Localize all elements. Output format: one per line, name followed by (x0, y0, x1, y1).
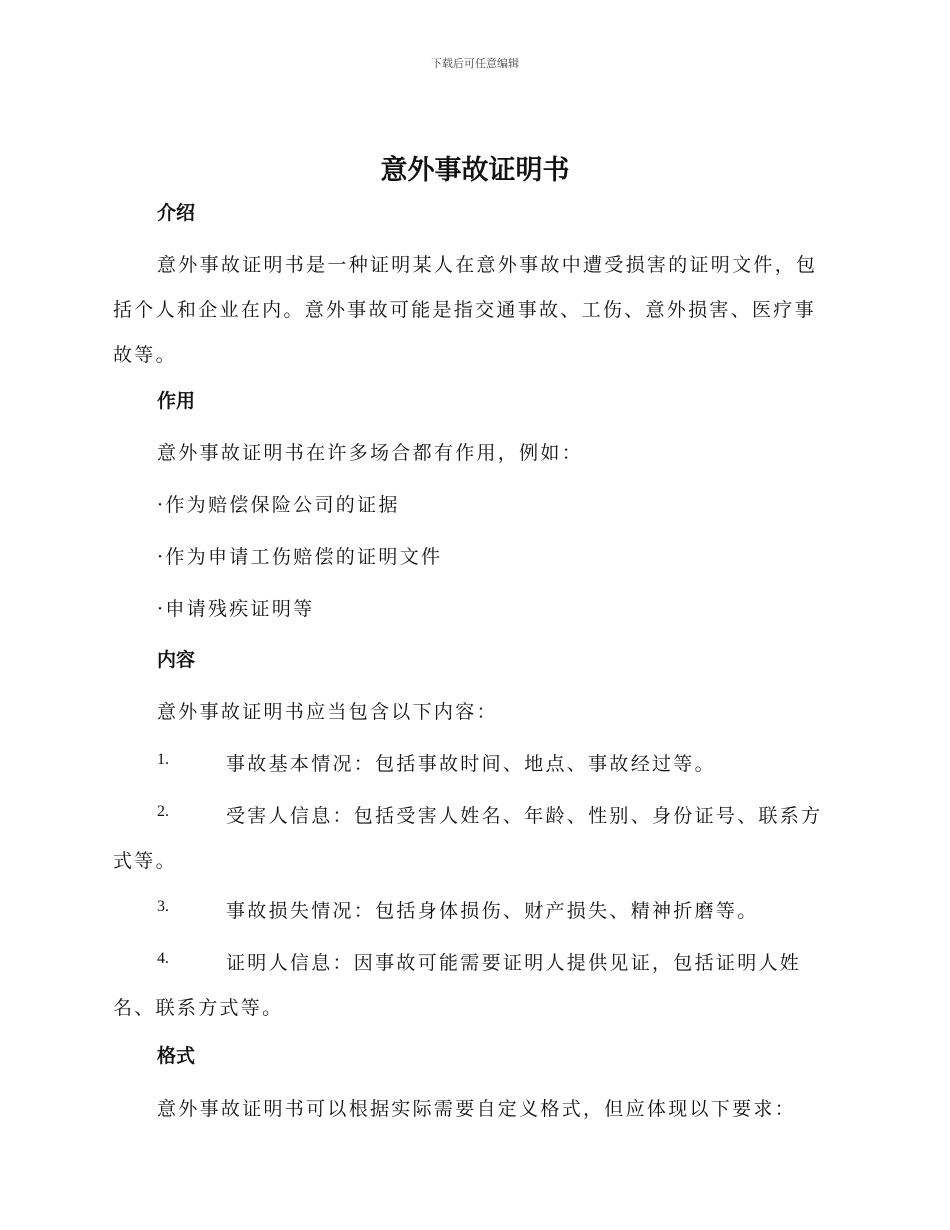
intro-line: 括个人和企业在内。意外事故可能是指交通事故、工伤、意外损害、医疗事 (113, 299, 816, 321)
intro-line: 意外事故证明书是一种证明某人在意外事故中遭受损害的证明文件，包 (157, 254, 818, 276)
list-item-text: 受害人信息：包括受害人姓名、年龄、性别、身份证号、联系方 (226, 805, 823, 827)
usage-bullet: ·作为申请工伤赔偿的证明文件 (157, 546, 443, 568)
list-item-number: 2. (157, 803, 169, 820)
list-item-number: 1. (157, 751, 169, 768)
document-title: 意外事故证明书 (380, 155, 570, 186)
section-heading-format: 格式 (157, 1045, 196, 1067)
usage-lead: 意外事故证明书在许多场合都有作用，例如： (157, 442, 584, 464)
list-item-number: 3. (157, 898, 169, 915)
usage-bullet: ·申请残疾证明等 (157, 598, 315, 620)
format-lead: 意外事故证明书可以根据实际需要自定义格式，但应体现以下要求： (157, 1098, 797, 1120)
list-item-text: 事故基本情况：包括事故时间、地点、事故经过等。 (226, 753, 716, 775)
list-item-text: 事故损失情况：包括身体损伤、财产损失、精神折磨等。 (226, 900, 759, 922)
section-heading-usage: 作用 (157, 390, 196, 412)
list-item-text: 式等。 (113, 850, 177, 872)
list-item-number: 4. (157, 950, 169, 967)
section-heading-content: 内容 (157, 649, 196, 671)
list-item-text: 证明人信息：因事故可能需要证明人提供见证，包括证明人姓 (226, 952, 802, 974)
content-lead: 意外事故证明书应当包含以下内容： (157, 701, 498, 723)
header-note: 下载后可任意编辑 (431, 57, 519, 70)
section-heading-intro: 介绍 (157, 202, 196, 224)
intro-line: 故等。 (113, 344, 177, 366)
list-item-text: 名、联系方式等。 (113, 997, 284, 1019)
usage-bullet: ·作为赔偿保险公司的证据 (157, 494, 400, 516)
